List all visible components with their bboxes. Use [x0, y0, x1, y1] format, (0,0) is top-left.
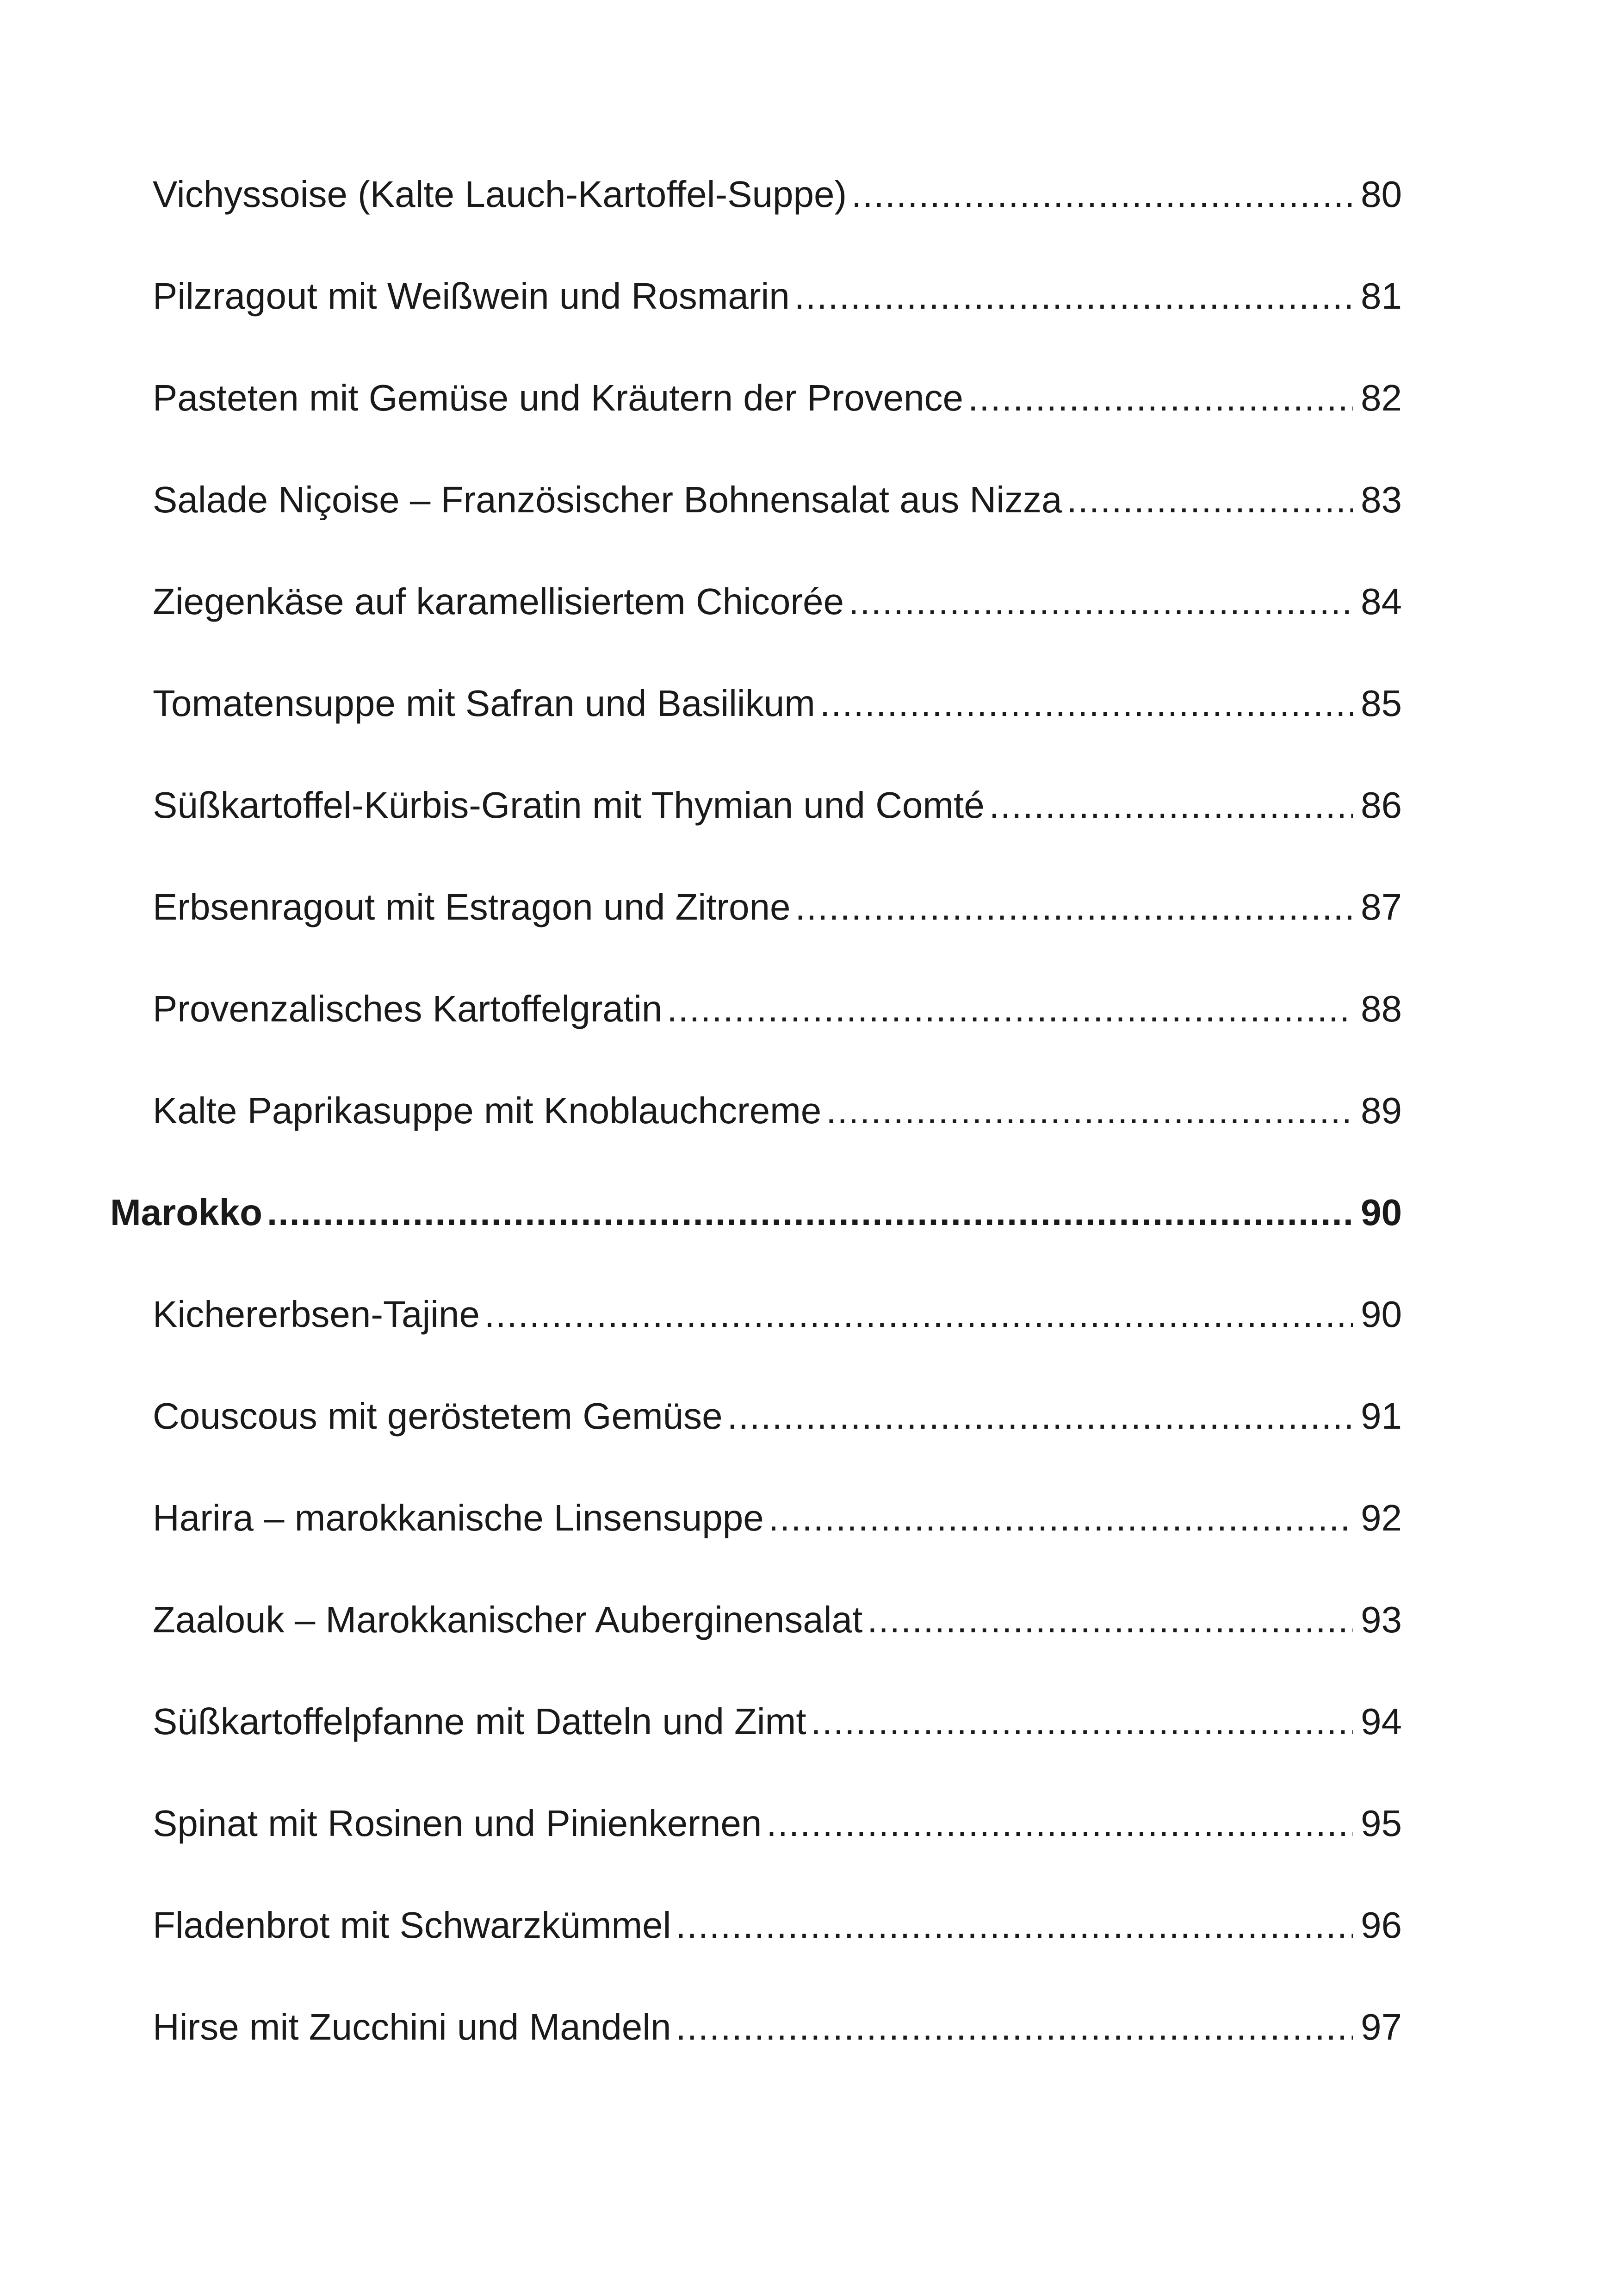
dot-leader: [766, 1805, 1353, 1842]
toc-entry-page: 81: [1361, 275, 1402, 317]
toc-entry-title: Vichyssoise (Kalte Lauch-Kartoffel-Suppe): [153, 174, 847, 215]
toc-entry-title: Spinat mit Rosinen und Pinienkernen: [153, 1803, 762, 1844]
dot-leader: [989, 787, 1353, 824]
toc-entry-page: 85: [1361, 683, 1402, 724]
toc-entry-page: 92: [1361, 1497, 1402, 1538]
toc-entry-title: Pilzragout mit Weißwein und Rosmarin: [153, 275, 790, 317]
dot-leader: [851, 176, 1353, 213]
toc-entry[interactable]: [153, 1675, 1402, 1740]
toc-entry-title: Couscous mit geröstetem Gemüse: [153, 1395, 723, 1437]
dot-leader: [484, 1296, 1353, 1333]
toc-entry-title: Pasteten mit Gemüse und Kräutern der Provence: [153, 377, 964, 418]
toc-entry[interactable]: [153, 1370, 1402, 1435]
toc-entry[interactable]: [153, 1472, 1402, 1537]
dot-leader: [267, 1194, 1353, 1231]
toc-entry[interactable]: [153, 148, 1402, 213]
toc-entry-page: 83: [1361, 479, 1402, 520]
dot-leader: [794, 278, 1353, 315]
dot-leader: [826, 1092, 1353, 1129]
toc-entry[interactable]: [153, 1064, 1402, 1129]
toc-entry[interactable]: [153, 861, 1402, 926]
toc-entry-page: 89: [1361, 1090, 1402, 1131]
toc-chapter-title: Marokko: [110, 1192, 262, 1233]
toc-entry[interactable]: [153, 250, 1402, 315]
toc-entry[interactable]: [153, 657, 1402, 722]
dot-leader: [811, 1703, 1353, 1740]
toc-entry[interactable]: [153, 1879, 1402, 1944]
toc-entry[interactable]: [153, 1574, 1402, 1638]
toc-entry-page: 82: [1361, 377, 1402, 418]
dot-leader: [795, 889, 1353, 926]
toc-entry-page: 91: [1361, 1395, 1402, 1437]
dot-leader: [676, 1907, 1353, 1944]
dot-leader: [820, 685, 1353, 722]
toc-entry-page: 97: [1361, 2006, 1402, 2047]
toc-entry-title: Erbsenragout mit Estragon und Zitrone: [153, 886, 791, 927]
toc-entry[interactable]: [153, 1777, 1402, 1842]
dot-leader: [1066, 481, 1353, 518]
toc-entry-title: Kichererbsen-Tajine: [153, 1294, 480, 1335]
toc-entry[interactable]: [153, 352, 1402, 417]
toc-entry-page: 87: [1361, 886, 1402, 927]
toc-entry[interactable]: [153, 759, 1402, 824]
toc-entry-title: Kalte Paprikasuppe mit Knoblauchcreme: [153, 1090, 822, 1131]
dot-leader: [849, 583, 1353, 620]
toc-entry[interactable]: [153, 963, 1402, 1027]
toc-entry-title: Zaalouk – Marokkanischer Auberginensalat: [153, 1599, 863, 1640]
toc-entry[interactable]: [153, 454, 1402, 518]
toc-entry-title: Provenzalisches Kartoffelgratin: [153, 988, 663, 1029]
dot-leader: [676, 2009, 1353, 2046]
dot-leader: [667, 990, 1353, 1027]
toc-entry-title: Fladenbrot mit Schwarzkümmel: [153, 1904, 671, 1946]
toc-entry-title: Hirse mit Zucchini und Mandeln: [153, 2006, 671, 2047]
toc-entry-page: 90: [1361, 1294, 1402, 1335]
toc-entry-page: 86: [1361, 784, 1402, 826]
toc-chapter-page: 90: [1361, 1192, 1402, 1233]
toc-entry-page: 88: [1361, 988, 1402, 1029]
toc-entry-title: Harira – marokkanische Linsensuppe: [153, 1497, 764, 1538]
dot-leader: [968, 380, 1353, 417]
toc-entry-page: 96: [1361, 1904, 1402, 1946]
toc-entry[interactable]: [153, 1268, 1402, 1333]
dot-leader: [727, 1398, 1353, 1435]
toc-entry-title: Ziegenkäse auf karamellisiertem Chicorée: [153, 581, 844, 622]
dot-leader: [769, 1500, 1353, 1537]
toc-entry[interactable]: [153, 555, 1402, 620]
toc-entry-page: 95: [1361, 1803, 1402, 1844]
toc-entry-page: 84: [1361, 581, 1402, 622]
toc-entry-page: 94: [1361, 1701, 1402, 1742]
toc-entry-title: Salade Niçoise – Französischer Bohnensalat aus Nizza: [153, 479, 1062, 520]
toc-entry-page: 80: [1361, 174, 1402, 215]
toc-entry[interactable]: [153, 1981, 1402, 2046]
toc-entry-page: 93: [1361, 1599, 1402, 1640]
toc-chapter-heading[interactable]: [110, 1166, 1402, 1231]
toc-entry-title: Tomatensuppe mit Safran und Basilikum: [153, 683, 815, 724]
toc-entry-title: Süßkartoffel-Kürbis-Gratin mit Thymian und Comté: [153, 784, 985, 826]
toc-entry-title: Süßkartoffelpfanne mit Datteln und Zimt: [153, 1701, 806, 1742]
dot-leader: [867, 1601, 1353, 1638]
